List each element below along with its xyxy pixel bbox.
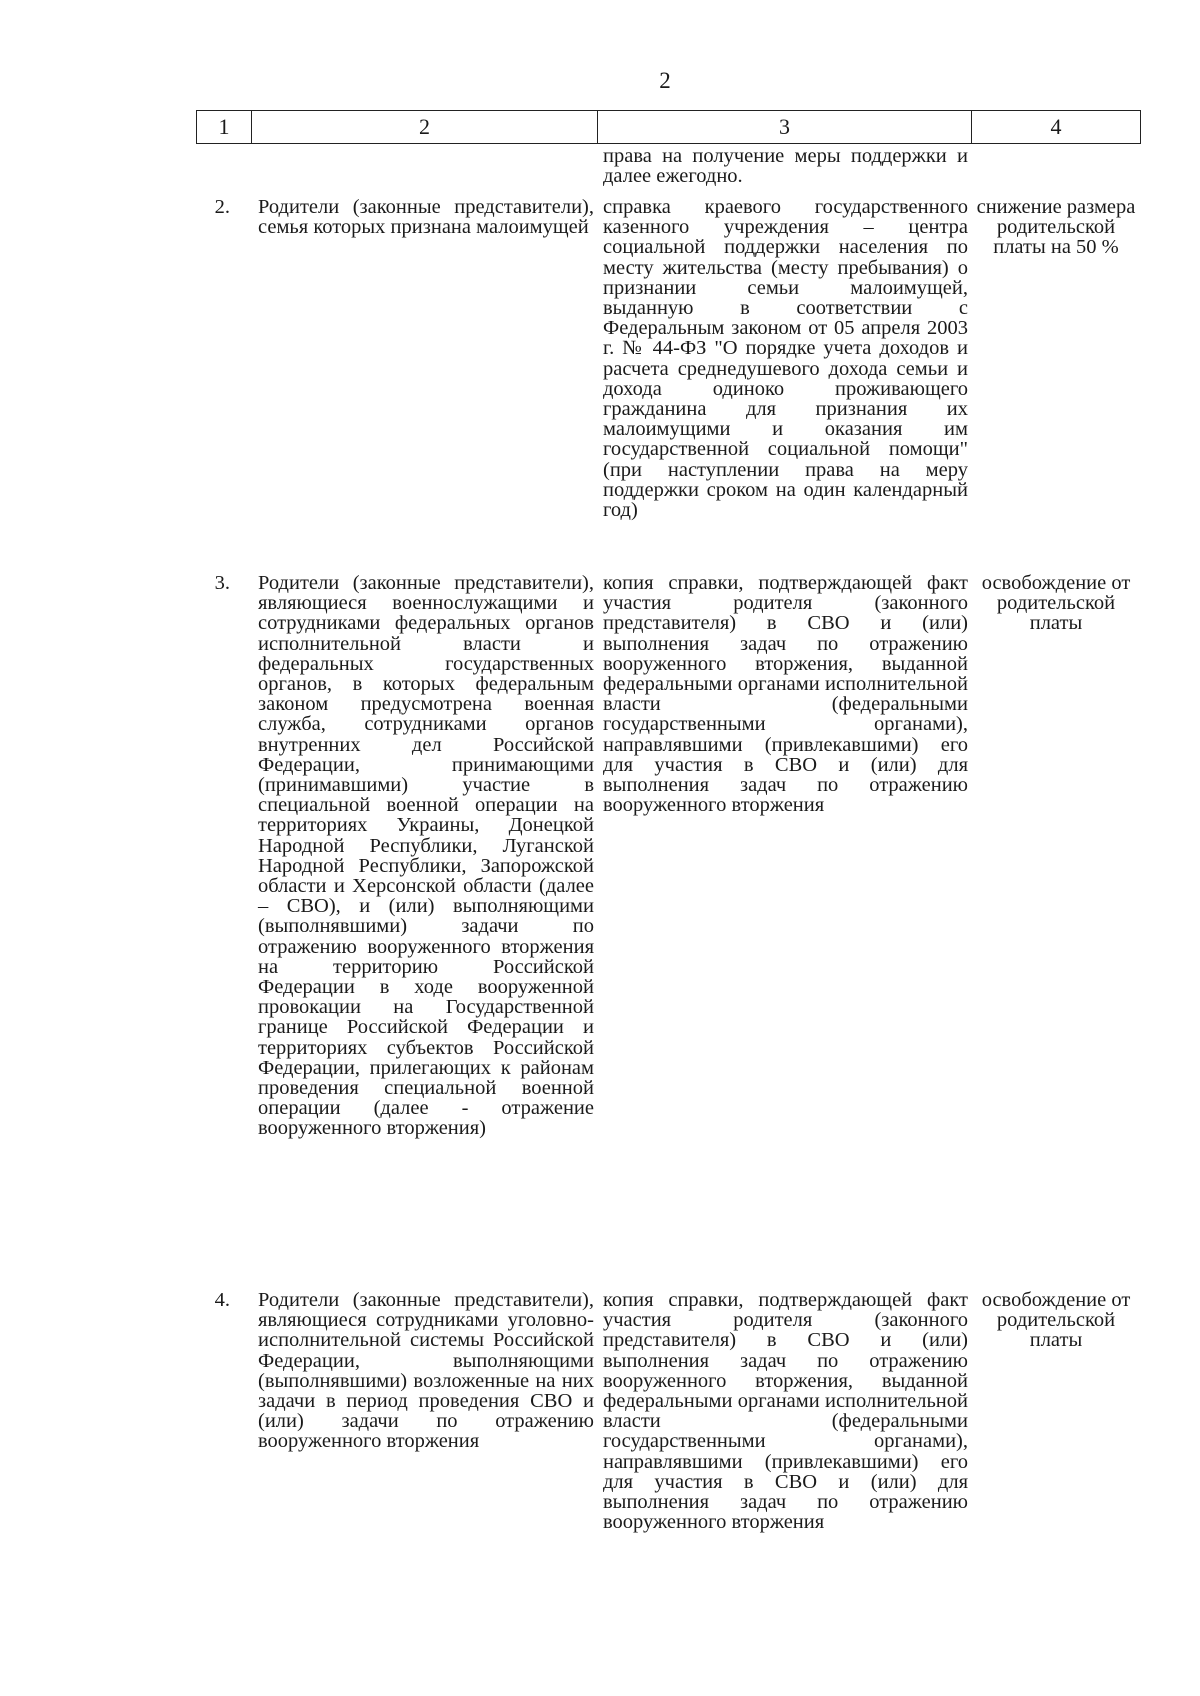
table-header-row <box>196 110 1141 144</box>
row-document: справка краевого государственного казенного учреждения – центра социальной поддержки населения по месту жительства (месту пребывания) о признании семьи малоимущей, выданную в соответствии с Федеральным законом от 05 апреля 2003 г. № 44-ФЗ "О порядке учета доходов и расчета среднедушевого дохода семьи и дохода одиноко проживающего гражданина для признания их малоимущими и оказания им государственной социальной помощи" (при наступлении права на меру поддержки сроком на один календарный год) <box>603 196 968 522</box>
row-measure: освобождение от родительской платы <box>981 572 1131 635</box>
row-document: копия справки, подтверждающей факт участия родителя (законного представителя) в СВО и (или) выполнения задач по отражению вооруженного вторжения, выданной федеральными органами исполнительной власти (федеральными государственными органами), направлявшими (привлекавшими) его для участия в СВО и (или) для выполнения задач по отражению вооруженного вторжения <box>603 1289 968 1534</box>
row-number: 4. <box>214 1289 230 1311</box>
row-category: Родители (законные представители), являющиеся военнослужащими и сотрудниками федеральных органов исполнительной власти и федеральных государственных органов, в которых федеральным законом предусмотрена военная служба, сотрудниками органов внутренних дел Российской Федерации, принимающими (принимавшими) участие в специальной военной операции на территориях Украины, Донецкой Народной Республики, Луганской Народной Республики, Запорожской области и Херсонской области (далее – СВО), и (или) выполняющими (выполнявшими) задачи по отражению вооруженного вторжения на территорию Российской Федерации в ходе вооруженной провокации на Государственной границе Российской Федерации и территориях субъектов Российской Федерации, прилегающих к районам проведения специальной военной операции (далее - отражение вооруженного вторжения) <box>258 572 594 1140</box>
column-header-2: 2 <box>252 111 598 143</box>
page-number: 2 <box>659 68 671 93</box>
row-measure: снижение размера родительской платы на 50 % <box>976 196 1136 259</box>
row-number: 3. <box>214 572 230 594</box>
column-header-4: 4 <box>1050 114 1062 139</box>
row-number: 2. <box>214 196 230 218</box>
column-header-3: 3 <box>598 111 972 143</box>
row-category: Родители (законные представители), являющиеся сотрудниками уголовно-исполнительной системы Российской Федерации, выполняющими (выполнявшими) возложенные на них задачи в период проведения СВО и (или) задачи по отражению вооруженного вторжения <box>258 1289 594 1453</box>
row-category: Родители (законные представители), семья которых признана малоимущей <box>258 196 594 239</box>
row-document: копия справки, подтверждающей факт участия родителя (законного представителя) в СВО и (или) выполнения задач по отражению вооруженного вторжения, выданной федеральными органами исполнительной власти (федеральными государственными органами), направлявшими (привлекавшими) его для участия в СВО и (или) для выполнения задач по отражению вооруженного вторжения <box>603 572 968 817</box>
continuation-document-text: права на получение меры поддержки и далее ежегодно. <box>603 145 968 188</box>
row-measure: освобождение от родительской платы <box>981 1289 1131 1352</box>
column-header-1: 1 <box>197 111 252 143</box>
